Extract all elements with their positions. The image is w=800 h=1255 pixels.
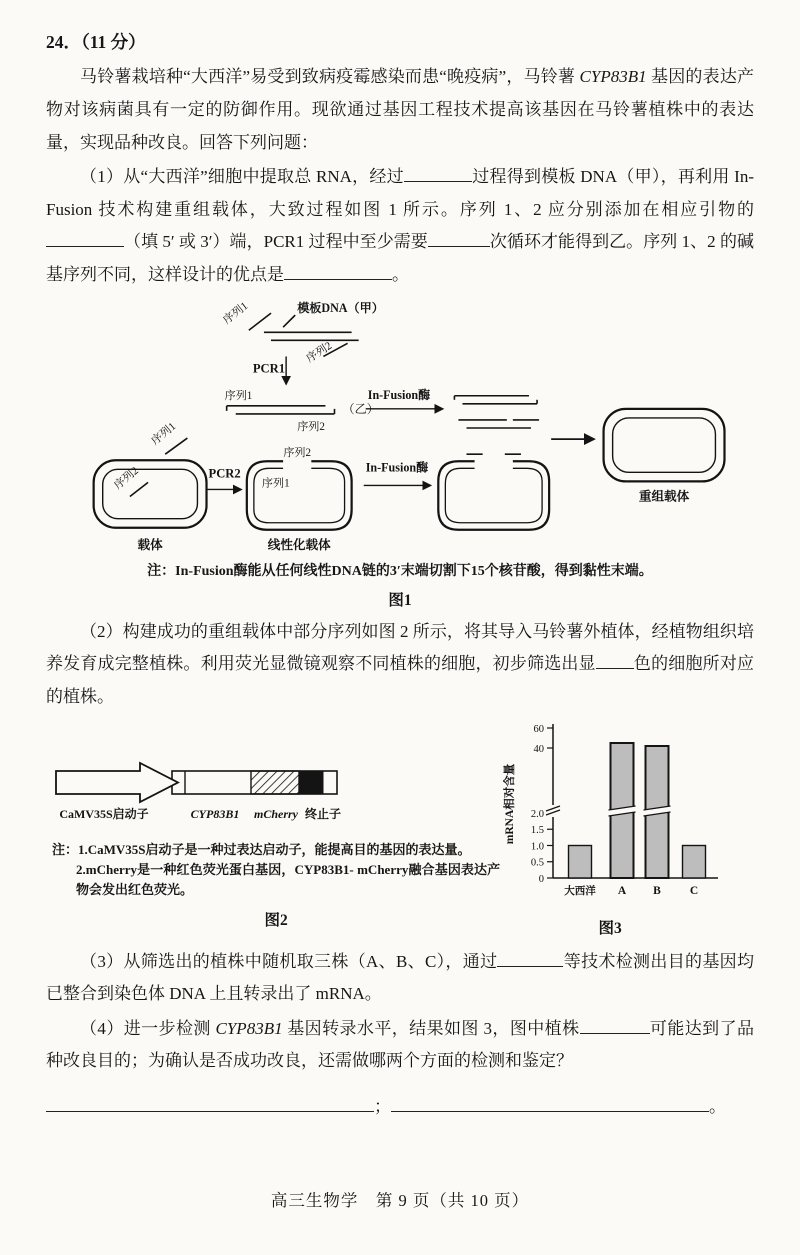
text-segment: 。 [709,1097,726,1116]
question-4-text [46,1013,754,1078]
vector-label: 载体 [137,537,163,552]
y-tick-label: 1.5 [531,824,545,836]
blank-line [580,1016,650,1034]
seq2-label: 序列2 [112,464,141,492]
figure2-construct [52,758,354,830]
pcr2-label: PCR2 [208,466,241,481]
text-segment: 。 [392,265,409,284]
question-2-text [46,616,754,714]
y-tick-label: 60 [533,723,545,735]
question-1-text [46,161,754,292]
figure1 [55,298,745,610]
primer-line [130,482,148,496]
text-segment: 可能达到了品种改良目的；为确认是否成功改良，还需做哪两个方面的检测和鉴定？ [46,1018,755,1071]
intro-text [46,61,754,159]
y-tick-label: 40 [533,743,545,755]
figure2-caption: 图2 [264,911,288,929]
text-segment: （填 5′ 或 3′）端，PCR1 过程中至少需要 [124,232,428,252]
figures-2-3-row [46,718,754,944]
text-segment: （4）进一步检测 [80,1018,216,1038]
text-segment: 基因的表达产物对该病菌具有一定的防御作用。现欲通过基因工程技术提高该基因在马铃薯植株中的表达量，实现品种改良。回答下列问题： [46,67,755,152]
answer-line [46,1092,754,1117]
seq2-label: 序列2 [283,446,312,459]
pcr1-product-group [227,405,335,413]
text-segment: ； [374,1097,391,1116]
text-segment: （2）构建成功的重组载体中部分序列如图 2 所示，将其导入马铃薯外植体，经植物组织培养发育成完整植株。利用荧光显微镜观察不同植株的细胞，初步筛选出显 [46,621,754,674]
primer-line [165,438,187,454]
opened-vector-shape [438,454,549,530]
text-segment: 过程得到模板 DNA（甲），再利用 In-Fusion 技术构建重组载体，大致过程如图 1 所示。序列 1、2 应分别添加在相应引物的 [46,167,755,219]
y-tick-label: 1.0 [531,840,545,852]
template-dna-group [249,313,359,356]
y-axis-label: mRNA相对含量 [504,763,517,844]
blank-line [284,262,392,280]
text-segment-italic: CYP83B1 [579,67,647,87]
bar [569,845,592,878]
category-label: C [690,884,699,897]
y-tick-label: 2.0 [531,808,545,820]
chart-dynamic-layer [531,723,706,896]
infusion-label: In-Fusion酶 [365,459,429,474]
cyp83b1-label: CYP83B1 [190,806,240,821]
question-3-text [46,946,754,1011]
text-segment-italic: CYP83B1 [215,1018,283,1038]
seq2-label: 序列2 [297,420,325,433]
figure1-caption: 图1 [388,591,412,609]
question-number: 24．（11 分） [46,32,146,52]
text-segment: 马铃薯栽培种“大西洋”易受到致病疫霉感染而患“晚疫病”，马铃薯 [80,67,580,87]
page-footer: 高三生物学 第 9 页（共 10 页） [270,1191,530,1210]
text-segment: 次循环才能得到乙。序列 1、2 的碱基序列不同，这样设计的优点是 [46,232,754,284]
template-dna-label: 模板DNA（甲） [297,300,384,315]
blank-line [428,229,490,247]
text-segment: 色的细胞所对应的植株。 [46,654,755,706]
promoter-label: CaMV35S启动子 [59,806,149,821]
figure1-note: 注：In-Fusion酶能从任何线性DNA链的3′末端切割下15个核苷酸，得到黏性末端。 [147,563,653,579]
figure1-diagram [55,298,745,558]
y-tick-label: 0.5 [531,857,545,869]
cut-fragments-group [454,395,539,427]
text-segment: （3）从筛选出的植株中随机取三株（A、B、C），通过 [80,951,498,971]
blank-line [596,651,634,669]
figure2-notes [52,840,500,900]
seq1-label: 序列1 [221,299,251,327]
yi-label: （乙） [342,401,379,416]
linearized-vector-shape [247,461,352,530]
pcr1-label: PCR1 [252,361,286,376]
figure2 [46,718,500,944]
category-label: B [653,884,662,897]
seq2-label: 序列2 [304,339,335,365]
figure2-note-1: 注：1.CaMV35S启动子是一种过表达启动子，能提高目的基因的表达量。 [52,841,471,857]
figure2-note-2: 2.mCherry是一种红色荧光蛋白基因，CYP83B1- mCherry融合基因表达产物会发出红色荧光。 [76,861,501,897]
figure3-chart [500,718,750,908]
blank-line [404,164,472,182]
seq1-label: 序列1 [224,389,253,402]
blank-line [497,949,563,967]
blank-line [391,1094,709,1112]
seq1-label: 序列1 [261,477,290,490]
terminator-label: 终止子 [304,806,342,821]
mcherry-label: mCherry [253,806,299,821]
vector-shape [94,460,207,528]
mcherry-segment [251,771,299,794]
y-tick-label: 0 [538,873,545,885]
terminator-segment [299,771,323,794]
recombinant-vector-label: 重组载体 [638,489,690,504]
promoter-arrow [56,763,178,802]
recombinant-vector-shape [604,408,725,481]
blank-line [46,229,124,247]
bar [683,845,706,878]
infusion-label: In-Fusion酶 [367,387,431,402]
seq1-label: 序列1 [149,420,179,448]
category-label: A [618,884,627,897]
text-segment: 等技术检测出目的基因均已整合到染色体 DNA 上且转录出了 mRNA。 [46,951,754,1004]
figure3-caption: 图3 [598,919,622,937]
blank-line [46,1094,374,1112]
category-label: 大西洋 [564,885,596,897]
text-segment: （1）从“大西洋”细胞中提取总 RNA，经过 [80,167,404,187]
linearized-vector-label: 线性化载体 [267,537,331,552]
figure3 [500,718,754,944]
text-segment: 基因转录水平，结果如图 3，图中植株 [282,1018,580,1038]
